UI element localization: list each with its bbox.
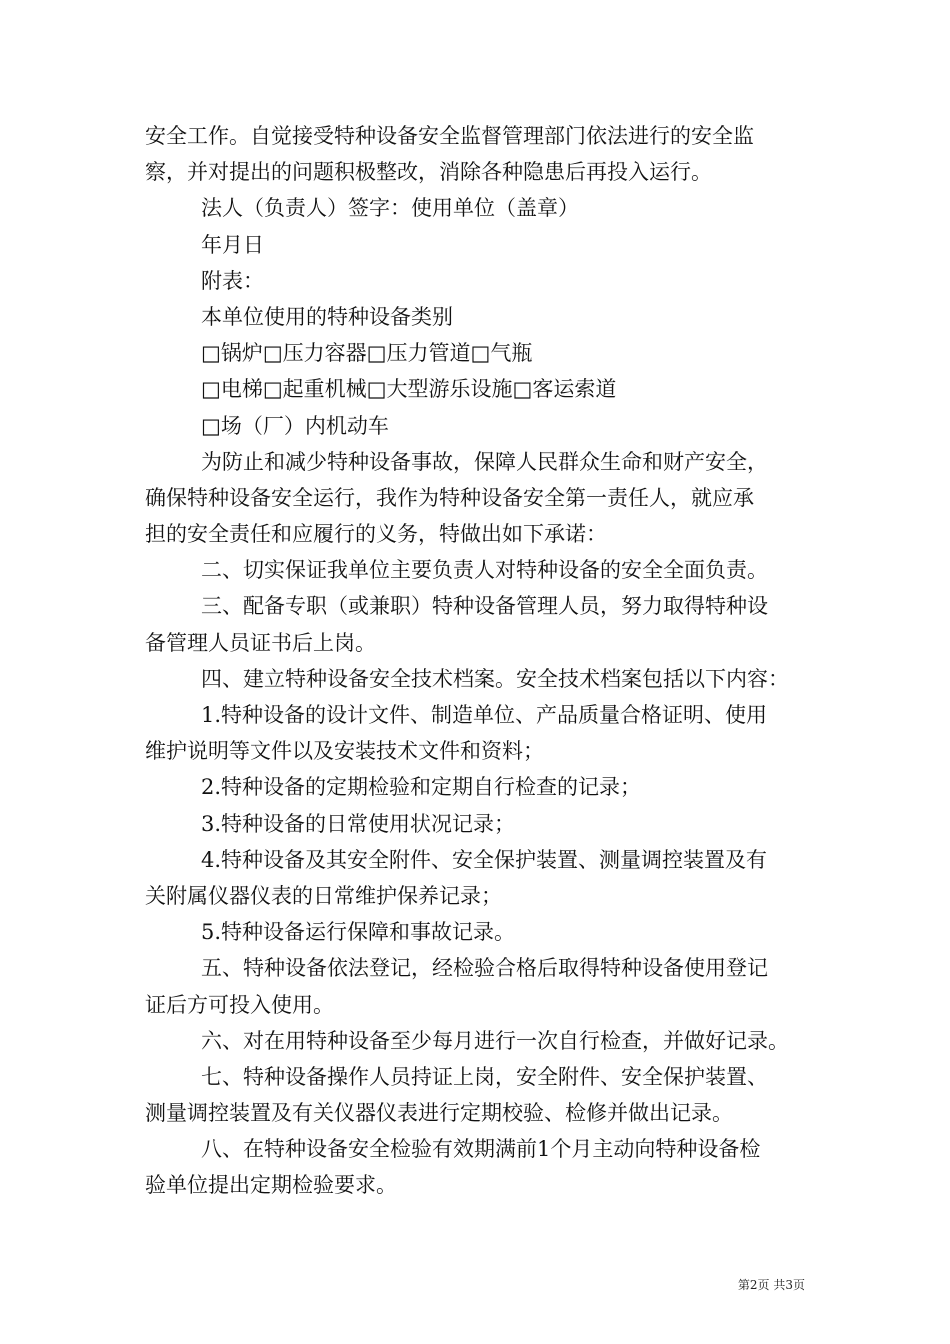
archive-list-item: 4.特种设备及其安全附件、安全保护装置、测量调控装置及有 (201, 847, 768, 872)
body-line: 察，并对提出的问题积极整改，消除各种隐患后再投入运行。 (145, 160, 712, 185)
archive-list-item: 1.特种设备的设计文件、制造单位、产品质量合格证明、使用 (201, 703, 768, 727)
body-line: 为防止和减少特种设备事故，保障人民群众生命和财产安全， (201, 449, 768, 474)
equipment-checkbox-row: □锅炉□压力容器□压力管道□气瓶 (201, 341, 533, 366)
equipment-checkbox-row: □场（厂）内机动车 (201, 413, 389, 438)
archive-list-item-continuation: 维护说明等文件以及安装技术文件和资料； (145, 739, 544, 764)
commitment-item: 六、对在用特种设备至少每月进行一次自行检查，并做好记录。 (201, 1028, 789, 1053)
date-line: 年月日 (201, 232, 264, 257)
commitment-item: 八、在特种设备安全检验有效期满前1个月主动向特种设备检 (201, 1137, 761, 1162)
equipment-category-heading: 本单位使用的特种设备类别 (201, 304, 453, 329)
commitment-item-continuation: 测量调控装置及有关仪器仪表进行定期校验、检修并做出记录。 (145, 1101, 733, 1126)
body-line: 担的安全责任和应履行的义务，特做出如下承诺： (145, 522, 607, 547)
appendix-heading: 附表： (201, 268, 264, 293)
body-line: 安全工作。自觉接受特种设备安全监督管理部门依法进行的安全监 (145, 124, 754, 148)
page-number-footer: 第2页 共3页 (737, 1278, 805, 1292)
commitment-item-continuation: 验单位提出定期检验要求。 (145, 1173, 397, 1198)
archive-list-item: 5.特种设备运行保障和事故记录。 (201, 920, 516, 945)
document-body (145, 118, 817, 1204)
equipment-checkbox-row: □电梯□起重机械□大型游乐设施□客运索道 (201, 377, 617, 402)
commitment-item: 五、特种设备依法登记，经检验合格后取得特种设备使用登记 (201, 956, 768, 981)
commitment-item: 四、建立特种设备安全技术档案。安全技术档案包括以下内容： (201, 666, 789, 691)
commitment-item: 三、配备专职（或兼职）特种设备管理人员，努力取得特种设 (201, 594, 768, 619)
archive-list-item-continuation: 关附属仪器仪表的日常维护保养记录； (145, 883, 502, 908)
body-line: 确保特种设备安全运行，我作为特种设备安全第一责任人，就应承 (145, 485, 754, 510)
commitment-item: 二、切实保证我单位主要负责人对特种设备的安全全面负责。 (201, 558, 768, 583)
signature-line: 法人（负责人）签字：使用单位（盖章） (201, 196, 579, 221)
archive-list-item: 3.特种设备的日常使用状况记录； (201, 811, 516, 836)
commitment-item: 七、特种设备操作人员持证上岗，安全附件、安全保护装置、 (201, 1064, 768, 1089)
commitment-item-continuation: 备管理人员证书后上岗。 (145, 630, 376, 655)
archive-list-item: 2.特种设备的定期检验和定期自行检查的记录； (201, 775, 642, 800)
commitment-item-continuation: 证后方可投入使用。 (145, 992, 334, 1017)
